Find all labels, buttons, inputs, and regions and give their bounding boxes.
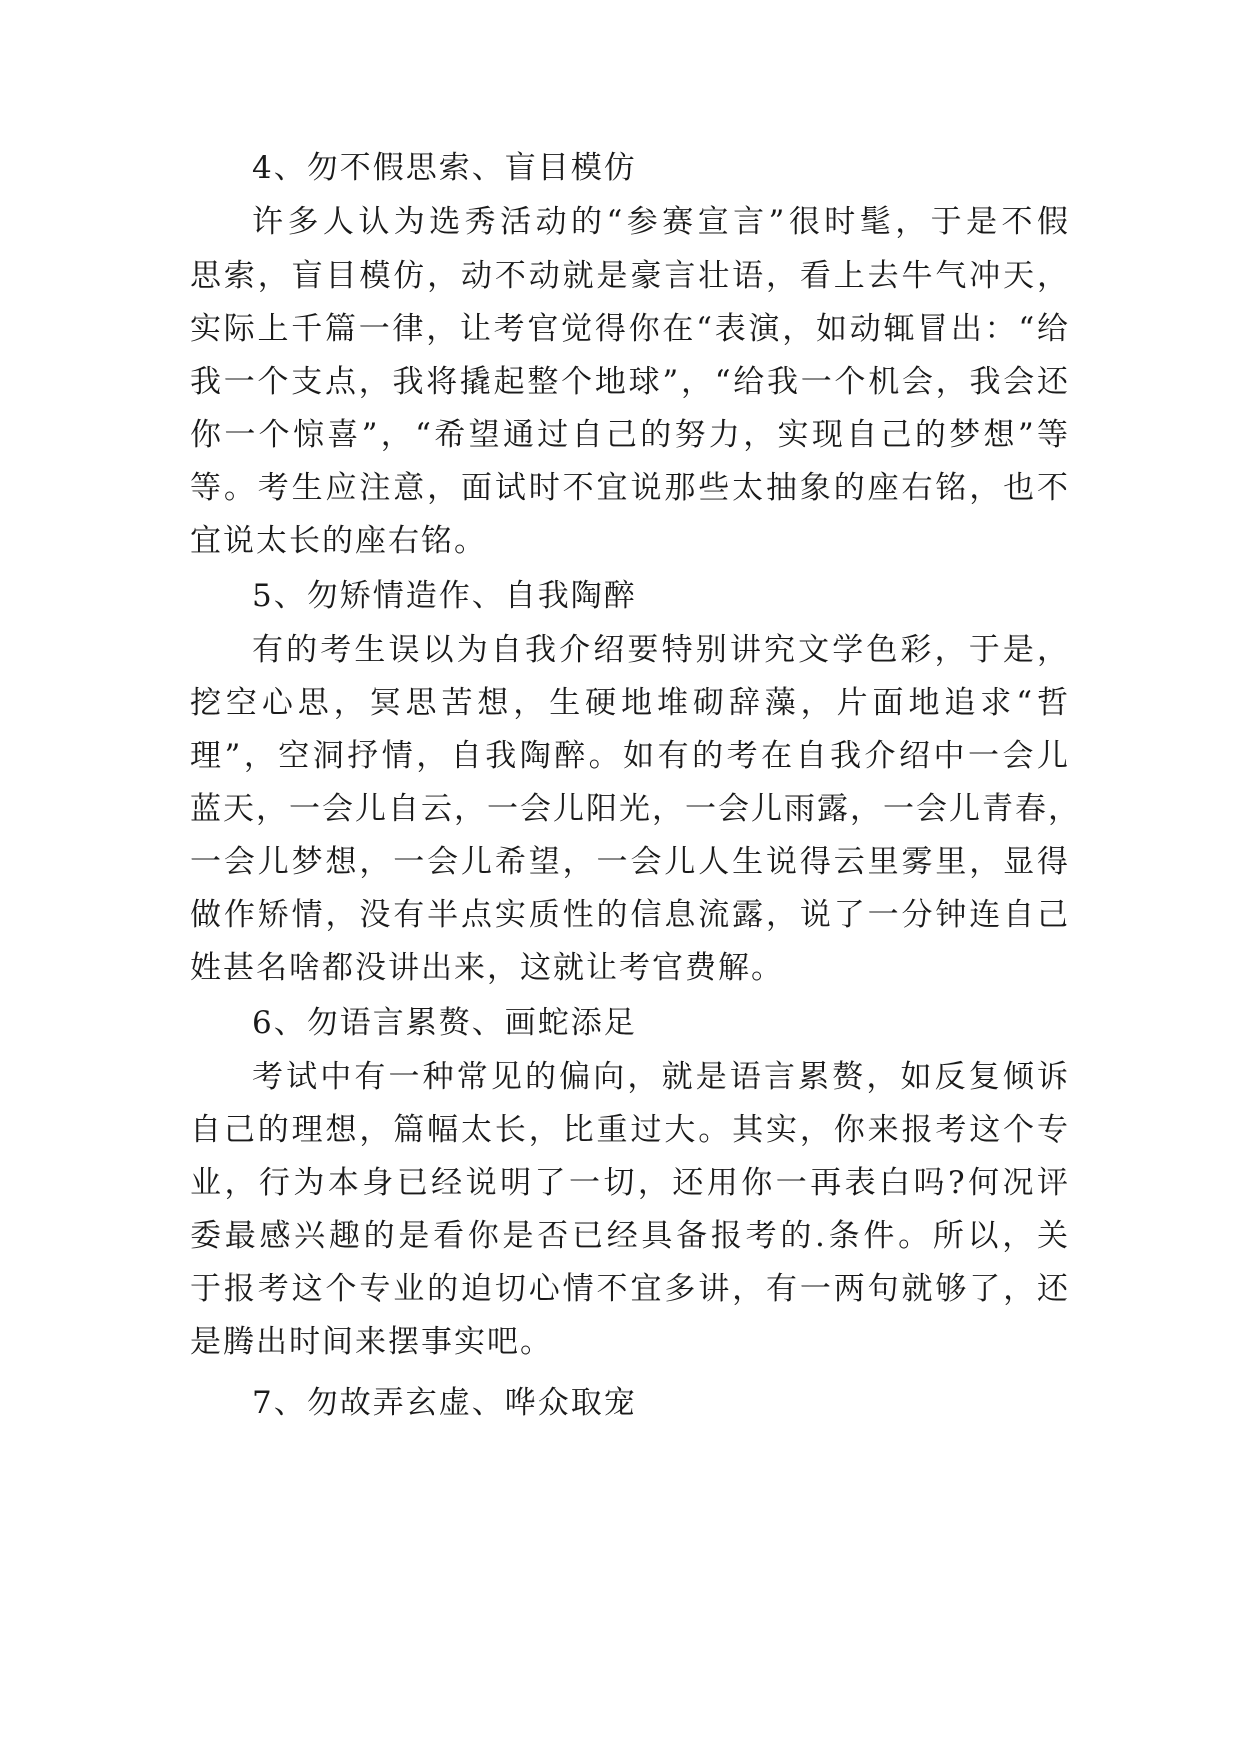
paragraph-line: 我一个支点，我将撬起整个地球”，“给我一个机会，我会还: [190, 364, 1070, 400]
paragraph-line: 一会儿梦想，一会儿希望，一会儿人生说得云里雾里，显得: [190, 844, 1070, 880]
paragraph-line: 于报考这个专业的迫切心情不宜多讲，有一两句就够了，还: [190, 1271, 1070, 1307]
paragraph-line: 考试中有一种常见的偏向，就是语言累赘，如反复倾诉: [252, 1059, 1070, 1095]
paragraph-line: 有的考生误以为自我介绍要特别讲究文学色彩，于是，: [252, 632, 1070, 668]
paragraph-line: 蓝天，一会儿自云，一会儿阳光，一会儿雨露，一会儿青春，: [190, 791, 1081, 827]
paragraph-line: 业，行为本身已经说明了一切，还用你一再表白吗?何况评: [190, 1165, 1070, 1201]
section-heading-7: 7、勿故弄玄虚、哗众取宠: [252, 1385, 637, 1421]
paragraph-line: 思索，盲目模仿，动不动就是豪言壮语，看上去牛气冲天，: [190, 258, 1070, 294]
paragraph-line: 实际上千篇一律，让考官觉得你在“表演，如动辄冒出：“给: [190, 311, 1070, 347]
paragraph-line: 你一个惊喜”，“希望通过自己的努力，实现自己的梦想”等: [190, 417, 1070, 453]
paragraph-line: 理”，空洞抒情，自我陶醉。如有的考在自我介绍中一会儿: [190, 738, 1070, 774]
paragraph-line: 做作矫情，没有半点实质性的信息流露，说了一分钟连自己: [190, 897, 1070, 933]
section-heading-6: 6、勿语言累赘、画蛇添足: [252, 1005, 637, 1041]
paragraph-line: 挖空心思，冥思苦想，生硬地堆砌辞藻，片面地追求“哲: [190, 685, 1070, 721]
paragraph-line: 许多人认为选秀活动的“参赛宣言”很时髦，于是不假: [252, 204, 1070, 240]
paragraph-line: 委最感兴趣的是看你是否已经具备报考的.条件。所以，关: [190, 1218, 1070, 1254]
paragraph-line: 自己的理想，篇幅太长，比重过大。其实，你来报考这个专: [190, 1112, 1070, 1148]
paragraph-line: 宜说太长的座右铭。: [190, 523, 487, 559]
section-heading-5: 5、勿矫情造作、自我陶醉: [252, 578, 637, 614]
paragraph-line: 是腾出时间来摆事实吧。: [190, 1324, 553, 1360]
section-heading-4: 4、勿不假思索、盲目模仿: [252, 150, 637, 186]
paragraph-line: 等。考生应注意，面试时不宜说那些太抽象的座右铭，也不: [190, 470, 1070, 506]
paragraph-line: 姓甚名啥都没讲出来，这就让考官费解。: [190, 950, 784, 986]
